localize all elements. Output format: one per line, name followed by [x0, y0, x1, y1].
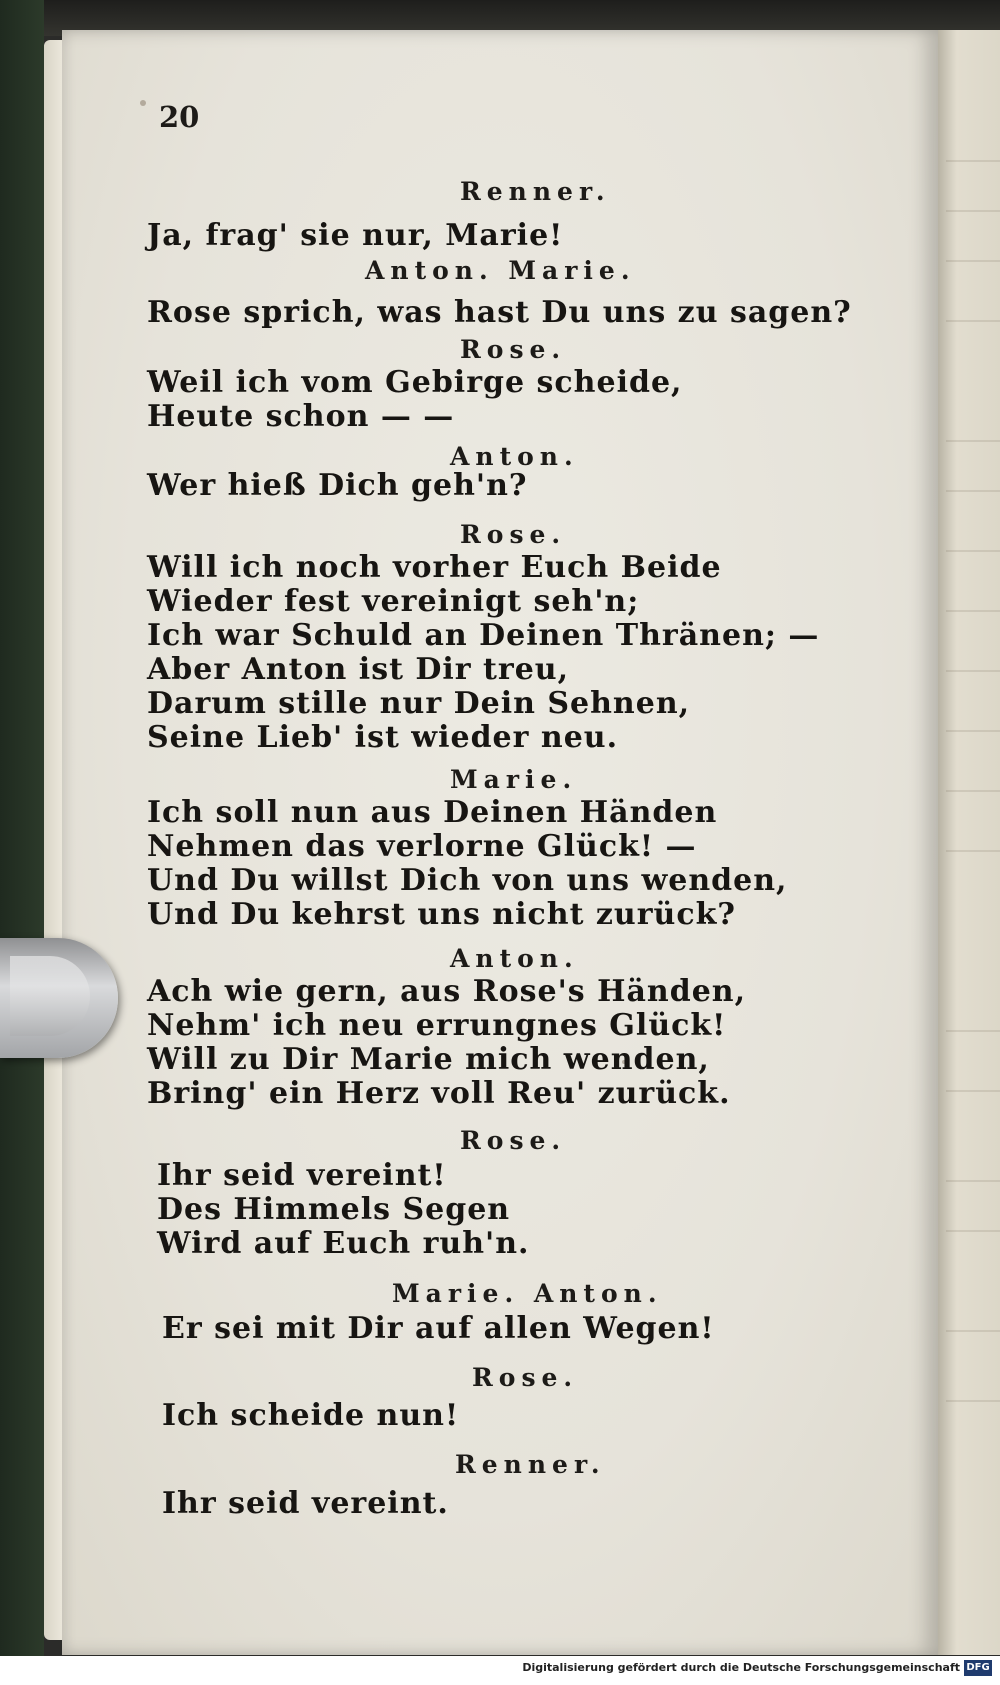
- speaker-name: Rose.: [472, 1363, 579, 1392]
- speaker-name: Renner.: [460, 177, 611, 206]
- verse-line: Ihr seid vereint!: [157, 1158, 447, 1193]
- paper-speck: [140, 100, 146, 106]
- speaker-name: Rose.: [460, 520, 567, 549]
- speaker-name: Anton.: [450, 442, 579, 471]
- page-clip-highlight: [10, 956, 90, 1036]
- speaker-name: Rose.: [460, 335, 567, 364]
- verse-line: Weil ich vom Gebirge scheide,: [147, 365, 683, 400]
- verse-line: Wird auf Euch ruh'n.: [157, 1226, 530, 1261]
- verse-line: Heute schon — —: [147, 399, 455, 434]
- verse-line: Wieder fest vereinigt seh'n;: [147, 584, 640, 619]
- verse-line: Seine Lieb' ist wieder neu.: [147, 720, 619, 755]
- verse-line: Ich scheide nun!: [162, 1398, 460, 1433]
- speaker-name: Marie.: [450, 765, 578, 794]
- speaker-name: Anton.: [450, 944, 579, 973]
- verse-line: Ja, frag' sie nur, Marie!: [147, 218, 564, 253]
- verse-line: Nehmen das verlorne Glück! —: [147, 829, 697, 864]
- book-cover-edge: [0, 0, 44, 1685]
- verse-line: Darum stille nur Dein Sehnen,: [147, 686, 691, 721]
- verse-line: Des Himmels Segen: [157, 1192, 511, 1227]
- verse-line: Er sei mit Dir auf allen Wegen!: [162, 1311, 715, 1346]
- verse-line: Aber Anton ist Dir treu,: [147, 652, 570, 687]
- verse-line: Bring' ein Herz voll Reu' zurück.: [147, 1076, 731, 1111]
- verse-line: Will zu Dir Marie mich wenden,: [147, 1042, 710, 1077]
- verse-line: Ihr seid vereint.: [162, 1486, 449, 1521]
- verse-line: Nehm' ich neu errungnes Glück!: [147, 1008, 727, 1043]
- verse-line: Rose sprich, was hast Du uns zu sagen?: [147, 295, 852, 330]
- verse-line: Wer hieß Dich geh'n?: [147, 468, 528, 503]
- dfg-logo: DFG: [964, 1660, 992, 1676]
- speaker-name: Rose.: [460, 1126, 567, 1155]
- verse-line: Ich soll nun aus Deinen Händen: [147, 795, 718, 830]
- speaker-name: Marie. Anton.: [392, 1279, 663, 1308]
- verse-line: Will ich noch vorher Euch Beide: [147, 550, 722, 585]
- verse-line: Und Du willst Dich von uns wenden,: [147, 863, 788, 898]
- facing-page-edge: [938, 30, 1000, 1655]
- footer-bar: [0, 1656, 1000, 1685]
- speaker-name: Renner.: [455, 1450, 606, 1479]
- book-page: [62, 30, 938, 1655]
- page-number: 20: [159, 100, 200, 134]
- verse-line: Ach wie gern, aus Rose's Händen,: [147, 974, 747, 1009]
- speaker-name: Anton. Marie.: [365, 256, 636, 285]
- verse-line: Und Du kehrst uns nicht zurück?: [147, 897, 736, 932]
- verse-line: Ich war Schuld an Deinen Thränen; —: [147, 618, 820, 653]
- page-clip: [0, 938, 118, 1058]
- footer-credit: Digitalisierung gefördert durch die Deutsche Forschungsgemeinschaft: [522, 1661, 960, 1674]
